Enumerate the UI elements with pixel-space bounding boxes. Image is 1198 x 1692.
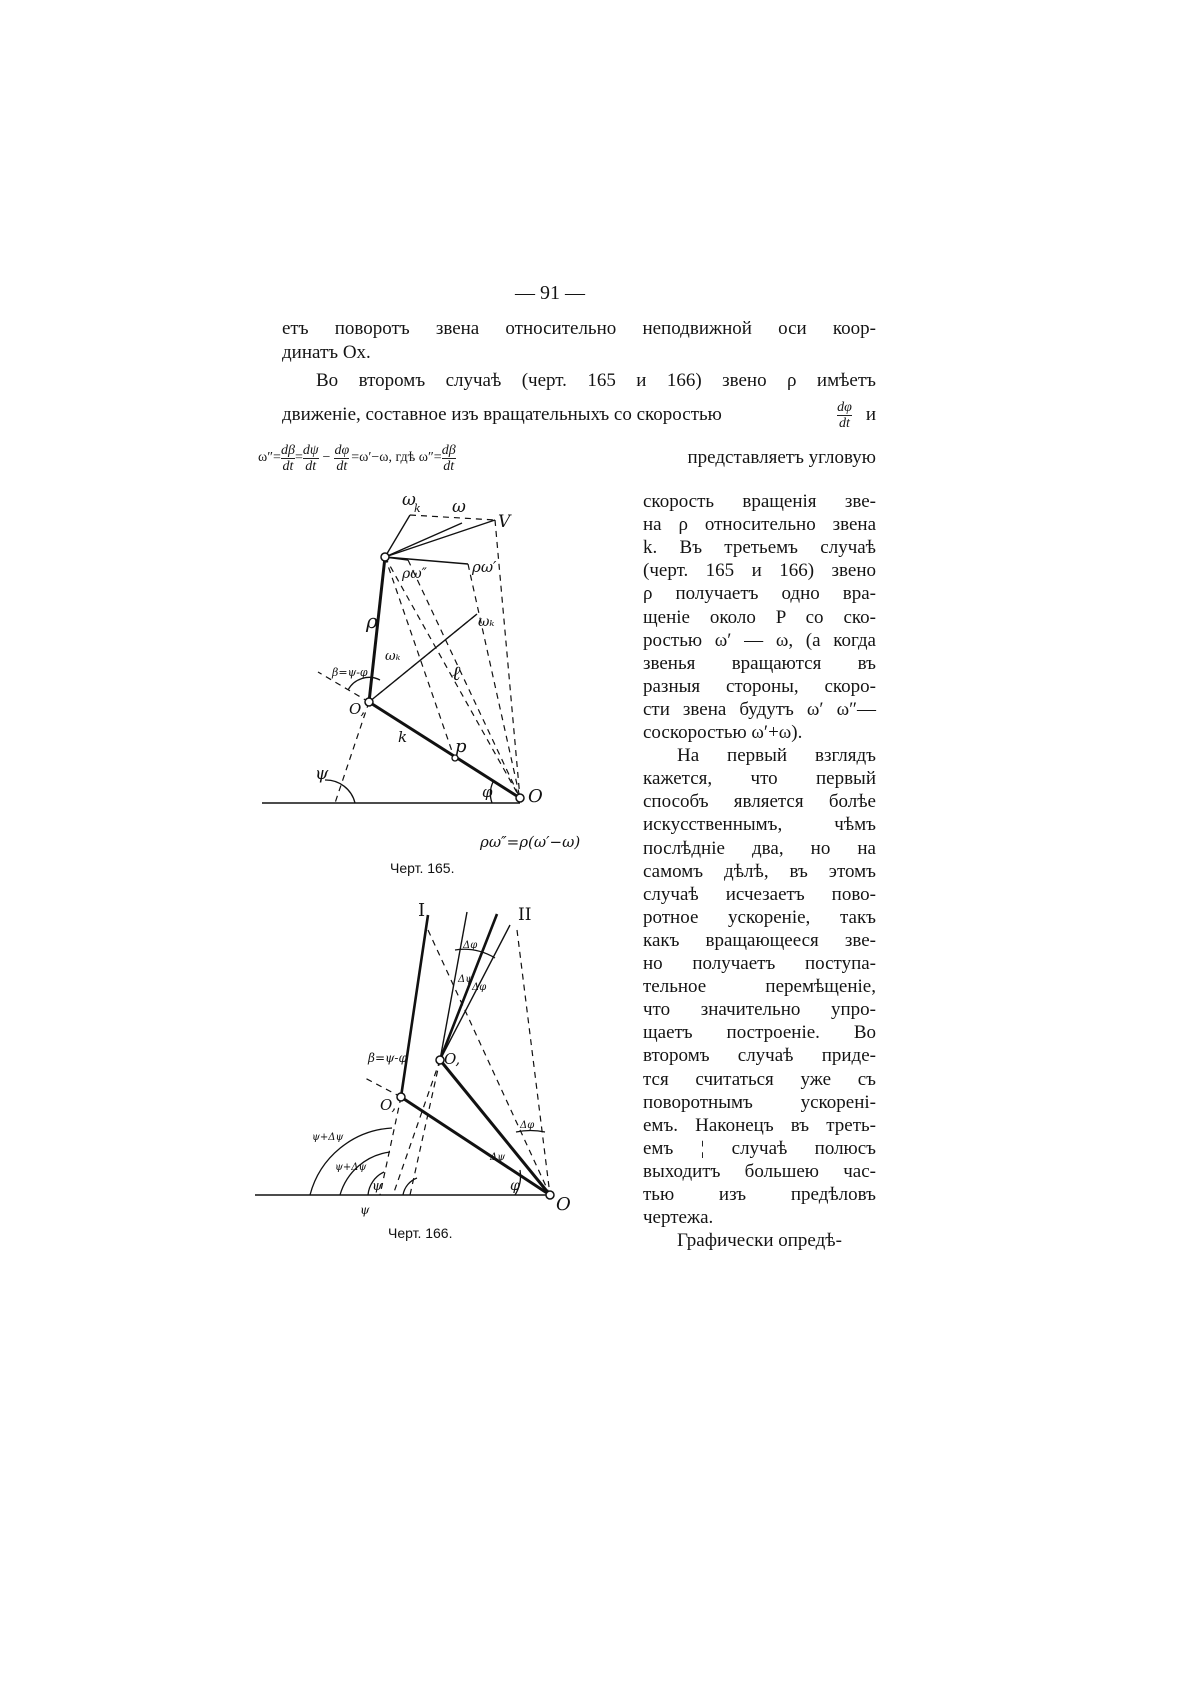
dphi-dt-fraction (837, 400, 852, 431)
fig166-label-O: O (556, 1194, 571, 1215)
fig166-label-beta: β=ψ-φ (368, 1051, 407, 1065)
column-text-line: сти звена будутъ ω′ ω″— (643, 698, 876, 720)
column-text-line: второмъ случаѣ приде- (643, 1045, 876, 1067)
text-line-top-2: динатъ Ox. (282, 342, 371, 363)
fig165-joint-top (381, 553, 389, 561)
column-text-line: тельное перемѣщеніе, (643, 976, 876, 998)
dbeta2-numerator: dβ (441, 442, 456, 458)
formula-tail: представляетъ угловую (687, 447, 876, 468)
fig166-label-dpsi-top: Δψ (458, 974, 474, 985)
dpsi-dt-fraction (303, 443, 319, 474)
fig165-label-omega-k-right: ωₖ (478, 614, 495, 630)
fig166-label-I: I (418, 900, 426, 921)
fig166-label-psi-dpsi-big: ψ+Δψ (312, 1132, 344, 1143)
figure-165 (255, 485, 640, 885)
fig166-line-II-a (440, 912, 467, 1060)
fig165-arc-beta (348, 677, 380, 690)
dphi-fraction-group (837, 400, 876, 431)
column-text-line: что значительно упро- (643, 999, 876, 1021)
fig165-label-O: O (528, 786, 543, 807)
column-text-line: k. Въ третьемъ случаѣ (643, 537, 876, 559)
column-text-line: случаѣ исчезаетъ пово- (643, 883, 876, 905)
formula-eq1: = (294, 450, 303, 465)
dphi-denominator: dt (839, 415, 850, 431)
column-text-line: послѣдніе два, но на (643, 837, 876, 859)
dbeta-dt-fraction (281, 443, 295, 474)
column-text-line: ротное ускореніе, такъ (643, 906, 876, 928)
column-text-line: емъ. Наконецъ въ треть- (643, 1114, 876, 1136)
column-text-line: способъ является болѣе (643, 791, 876, 813)
dpsi-numerator: dψ (302, 442, 319, 458)
column-text-line: соскоростью ω′+ω). (643, 722, 803, 743)
column-text-line: какъ вращающееся зве- (643, 929, 876, 951)
fig165-arc-psi (325, 780, 355, 803)
fig165-caption: Черт. 165. (390, 860, 455, 876)
fig165-label-beta: β=ψ-φ (332, 666, 368, 679)
dbeta2-denominator: dt (443, 458, 455, 474)
dbeta-numerator: dβ (280, 442, 295, 458)
fig165-label-V: V (498, 512, 511, 532)
text-line-second-2 (282, 396, 876, 434)
fig165-dash-4 (495, 520, 520, 798)
fig165-label-rho-omega-dd: ρω″ (402, 566, 427, 582)
fig165-vec-V (385, 520, 495, 557)
fig166-label-dpsi-right: Δψ (490, 1152, 506, 1163)
text-line-second-2-body: движеніе, составное изъ вращательныхъ со скоростью (282, 404, 722, 425)
fig166-dash-2 (517, 930, 550, 1195)
column-text-line: щаетъ построеніе. Во (643, 1022, 876, 1044)
column-text-line: разныя стороны, скоро- (643, 675, 876, 697)
fig165-label-rho-omega-d: ρω′ (472, 558, 497, 576)
column-text-line: звенья вращаются въ (643, 652, 876, 674)
column-text-line: тью изъ предѣловъ (643, 1184, 876, 1205)
column-text-line: но получаетъ поступа- (643, 953, 876, 974)
column-text-line: ростью ω′ — ω, (а когда (643, 629, 876, 651)
fig166-label-O1b: O, (380, 1096, 397, 1114)
fig165-label-psi: ψ (315, 764, 329, 784)
figure-166 (250, 895, 640, 1250)
fig165-vec-omega-k (385, 515, 410, 557)
formula-minus: − (322, 450, 331, 465)
fig165-label-bottom-formula: ρω″=ρ(ω′−ω) (480, 833, 581, 851)
fig166-line-I (401, 915, 428, 1097)
dpsi-denominator: dt (303, 458, 319, 474)
fig166-caption: Черт. 166. (388, 1225, 453, 1241)
fig165-vec-omega2 (385, 523, 462, 557)
fig165-vec-rho-omega-d (385, 557, 468, 564)
column-text-line: на ρ относительно звена (643, 514, 876, 536)
column-text-line: выходитъ большею час- (643, 1160, 876, 1182)
fig166-label-dphi-top: Δφ (463, 940, 478, 951)
conjunction-and: и (865, 404, 876, 425)
fig166-joint-O1 (436, 1056, 444, 1064)
fig166-label-dphi-top2: Δφ (472, 982, 487, 993)
fig166-dash-4 (393, 1060, 440, 1195)
fig166-label-dphi-right: Δφ (520, 1120, 535, 1131)
column-text-line: На первый взглядъ (677, 745, 876, 767)
fig165-dash-3 (468, 564, 520, 798)
formula-line (258, 439, 876, 477)
fig166-label-O1: O, (444, 1050, 461, 1068)
fig165-joint-O1 (365, 698, 373, 706)
fig165-label-omega-top2: ω (452, 497, 466, 517)
column-text-line: щеніе около P со ско- (643, 606, 876, 628)
fig166-joint-O (546, 1191, 554, 1199)
column-text-line: искусственнымъ, чѣмъ (643, 814, 876, 836)
column-text-line: ρ получаетъ одно вра- (643, 583, 876, 605)
dbeta2-dt-fraction (442, 443, 456, 474)
text-line-second-1: Во второмъ случаѣ (черт. 165 и 166) звено ρ имѣетъ (316, 370, 876, 391)
formula-rhs: =ω′−ω, гдѣ ω″= (351, 450, 442, 465)
column-text-line: кажется, что первый (643, 768, 876, 790)
column-text-line: Графически опредѣ- (677, 1230, 842, 1252)
fig165-label-phi: φ (482, 783, 493, 801)
column-text-line: емъ ¦ случаѣ полюсъ (643, 1137, 876, 1159)
dbeta-denominator: dt (282, 458, 294, 474)
fig165-label-rho: ρ (366, 609, 378, 633)
fig165-label-ell: ℓ (452, 661, 461, 685)
fig166-joint-O1b (397, 1093, 405, 1101)
fig165-joint-O (516, 794, 524, 802)
fig166-label-psi-bottom: ψ (360, 1203, 370, 1217)
column-text-line: тся считаться уже съ (643, 1068, 876, 1090)
fig165-label-omega-k-mid: ωₖ (385, 649, 401, 664)
fig165-label-P: p (455, 736, 467, 757)
column-text-line: самомъ дѣлѣ, въ этомъ (643, 860, 876, 882)
dphi2-denominator: dt (336, 458, 348, 474)
text-line-top-1: етъ поворотъ звена относительно неподвижной оси коор- (282, 318, 876, 339)
fig166-label-phi: φ (510, 1178, 520, 1194)
fig166-dash-6 (365, 1078, 401, 1097)
column-text-line: (черт. 165 и 166) звено (643, 560, 876, 582)
column-text-line: скорость вращенія зве- (643, 491, 876, 512)
dphi2-numerator: dφ (334, 442, 350, 458)
fig165-label-k: k (398, 728, 408, 746)
fig166-label-psi-dpsi-small: ψ+Δψ (335, 1162, 367, 1173)
dphi2-dt-fraction (334, 443, 349, 474)
fig166-line-II-b (440, 914, 497, 1060)
formula-lhs: ω″= (258, 450, 281, 465)
fig166-dash-5 (410, 1060, 440, 1195)
column-text-line: чертежа. (643, 1207, 714, 1229)
dphi-numerator: dφ (837, 399, 852, 415)
column-text-line: поворотнымъ ускоренi- (643, 1091, 876, 1113)
fig166-label-psi: ψ (372, 1179, 383, 1194)
fig165-label-O1: O, (349, 700, 366, 718)
fig166-link-O1b-O (401, 1097, 550, 1195)
fig166-label-II: II (518, 905, 532, 925)
fig166-arc-mid (340, 1152, 390, 1195)
fig165-label-omega-k-top: ω (402, 490, 416, 510)
fig165-label-omega-k-top-sub: k (414, 502, 421, 515)
page-number: — 91 — (515, 282, 585, 304)
